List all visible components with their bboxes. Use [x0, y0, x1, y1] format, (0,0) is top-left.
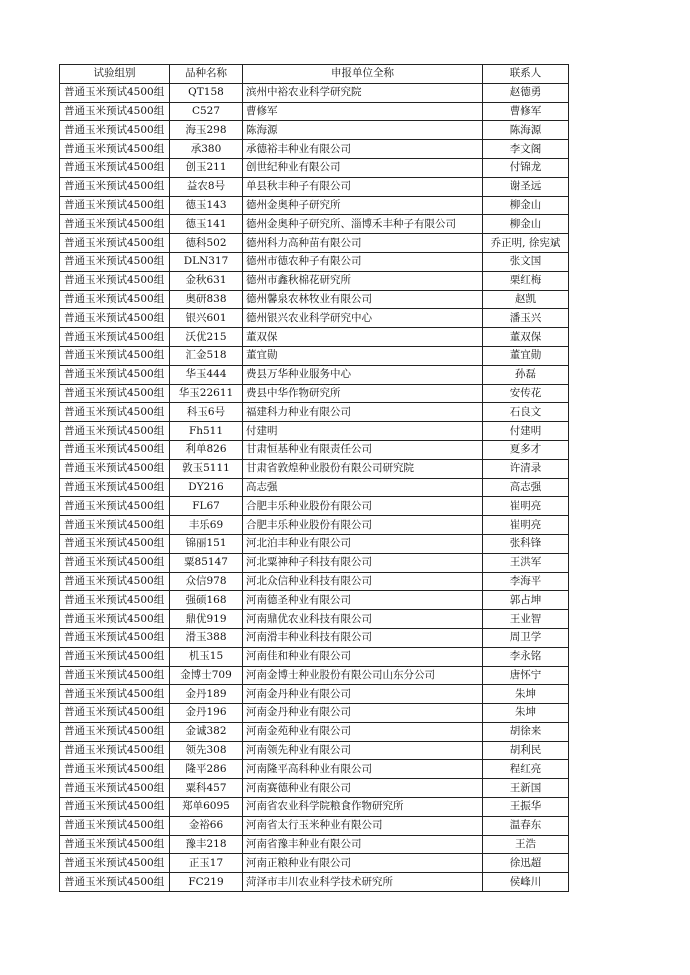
table-row — [60, 722, 569, 741]
cell-applicant-unit: 河南正粮种业有限公司 — [243, 854, 483, 873]
cell-contact-person: 李海平 — [483, 572, 569, 591]
cell-contact-person: 李文阁 — [483, 140, 569, 159]
cell-test-group: 普通玉米预试4500组 — [60, 685, 170, 704]
cell-applicant-unit: 创世纪种业有限公司 — [243, 158, 483, 177]
cell-applicant-unit: 德州馨泉农林牧业有限公司 — [243, 290, 483, 309]
cell-contact-person: 高志强 — [483, 478, 569, 497]
cell-applicant-unit: 德州金奥种子研究所 — [243, 196, 483, 215]
cell-applicant-unit: 德州市鑫秋棉花研究所 — [243, 271, 483, 290]
cell-applicant-unit: 合肥丰乐种业股份有限公司 — [243, 497, 483, 516]
cell-applicant-unit: 河南鼎优农业科技有限公司 — [243, 610, 483, 629]
cell-applicant-unit: 费县中华作物研究所 — [243, 384, 483, 403]
variety-table-sheet — [59, 64, 568, 892]
cell-variety-name: 海玉298 — [170, 121, 243, 140]
cell-contact-person: 王浩 — [483, 835, 569, 854]
cell-variety-name: DY216 — [170, 478, 243, 497]
cell-test-group: 普通玉米预试4500组 — [60, 873, 170, 892]
table-row — [60, 252, 569, 271]
cell-test-group: 普通玉米预试4500组 — [60, 215, 170, 234]
variety-table — [59, 64, 569, 892]
table-row — [60, 478, 569, 497]
cell-contact-person: 夏多才 — [483, 440, 569, 459]
cell-applicant-unit: 费县万华种业服务中心 — [243, 365, 483, 384]
cell-test-group: 普通玉米预试4500组 — [60, 666, 170, 685]
cell-contact-person: 栗红梅 — [483, 271, 569, 290]
cell-variety-name: 金裕66 — [170, 816, 243, 835]
table-body — [60, 83, 569, 891]
cell-contact-person: 王振华 — [483, 798, 569, 817]
cell-contact-person: 王新国 — [483, 779, 569, 798]
cell-variety-name: 汇金518 — [170, 346, 243, 365]
cell-variety-name: FL67 — [170, 497, 243, 516]
cell-contact-person: 柳金山 — [483, 196, 569, 215]
cell-applicant-unit: 德州银兴农业科学研究中心 — [243, 309, 483, 328]
cell-variety-name: 金丹189 — [170, 685, 243, 704]
table-row — [60, 704, 569, 723]
table-row — [60, 384, 569, 403]
cell-contact-person: 赵凯 — [483, 290, 569, 309]
table-row — [60, 666, 569, 685]
cell-variety-name: 华玉444 — [170, 365, 243, 384]
cell-contact-person: 许清录 — [483, 459, 569, 478]
cell-contact-person: 付锦龙 — [483, 158, 569, 177]
cell-contact-person: 温春东 — [483, 816, 569, 835]
cell-applicant-unit: 河南滑丰种业科技有限公司 — [243, 628, 483, 647]
table-row — [60, 140, 569, 159]
table-row — [60, 497, 569, 516]
cell-contact-person: 董双保 — [483, 328, 569, 347]
cell-variety-name: 奥研838 — [170, 290, 243, 309]
cell-applicant-unit: 河南省农业科学院粮食作物研究所 — [243, 798, 483, 817]
cell-variety-name: 滑玉388 — [170, 628, 243, 647]
table-header-row — [60, 65, 569, 84]
cell-variety-name: 机玉15 — [170, 647, 243, 666]
cell-contact-person: 乔正明, 徐宪斌 — [483, 234, 569, 253]
cell-applicant-unit: 陈海源 — [243, 121, 483, 140]
cell-applicant-unit: 单县秋丰种子有限公司 — [243, 177, 483, 196]
cell-test-group: 普通玉米预试4500组 — [60, 83, 170, 102]
cell-applicant-unit: 河南省太行玉米种业有限公司 — [243, 816, 483, 835]
cell-test-group: 普通玉米预试4500组 — [60, 798, 170, 817]
cell-test-group: 普通玉米预试4500组 — [60, 854, 170, 873]
cell-variety-name: 隆平286 — [170, 760, 243, 779]
table-row — [60, 534, 569, 553]
cell-variety-name: 敦玉5111 — [170, 459, 243, 478]
cell-variety-name: 银兴601 — [170, 309, 243, 328]
cell-variety-name: 强硕168 — [170, 591, 243, 610]
cell-applicant-unit: 河南赛德种业有限公司 — [243, 779, 483, 798]
table-row — [60, 102, 569, 121]
cell-variety-name: 粟科457 — [170, 779, 243, 798]
cell-test-group: 普通玉米预试4500组 — [60, 177, 170, 196]
table-row — [60, 271, 569, 290]
cell-contact-person: 胡利民 — [483, 741, 569, 760]
table-row — [60, 215, 569, 234]
table-row — [60, 440, 569, 459]
cell-applicant-unit: 德州金奥种子研究所、淄博禾丰种子有限公司 — [243, 215, 483, 234]
cell-contact-person: 孙磊 — [483, 365, 569, 384]
cell-applicant-unit: 董双保 — [243, 328, 483, 347]
cell-applicant-unit: 河南金丹种业有限公司 — [243, 685, 483, 704]
cell-applicant-unit: 甘肃恒基种业有限责任公司 — [243, 440, 483, 459]
cell-applicant-unit: 德州科力高种苗有限公司 — [243, 234, 483, 253]
cell-applicant-unit: 河南佳和种业有限公司 — [243, 647, 483, 666]
cell-applicant-unit: 河南金博士种业股份有限公司山东分公司 — [243, 666, 483, 685]
table-row — [60, 403, 569, 422]
cell-contact-person: 徐迅超 — [483, 854, 569, 873]
cell-contact-person: 赵德勇 — [483, 83, 569, 102]
cell-test-group: 普通玉米预试4500组 — [60, 835, 170, 854]
cell-applicant-unit: 高志强 — [243, 478, 483, 497]
table-row — [60, 121, 569, 140]
cell-variety-name: 科玉6号 — [170, 403, 243, 422]
cell-applicant-unit: 河北泊丰种业有限公司 — [243, 534, 483, 553]
table-row — [60, 591, 569, 610]
cell-test-group: 普通玉米预试4500组 — [60, 572, 170, 591]
cell-contact-person: 侯峰川 — [483, 873, 569, 892]
cell-test-group: 普通玉米预试4500组 — [60, 497, 170, 516]
cell-variety-name: 德玉143 — [170, 196, 243, 215]
cell-variety-name: FC219 — [170, 873, 243, 892]
cell-applicant-unit: 河北众信种业科技有限公司 — [243, 572, 483, 591]
cell-test-group: 普通玉米预试4500组 — [60, 102, 170, 121]
cell-test-group: 普通玉米预试4500组 — [60, 346, 170, 365]
cell-test-group: 普通玉米预试4500组 — [60, 365, 170, 384]
cell-contact-person: 唐怀宁 — [483, 666, 569, 685]
cell-test-group: 普通玉米预试4500组 — [60, 328, 170, 347]
table-row — [60, 177, 569, 196]
cell-applicant-unit: 河南领先种业有限公司 — [243, 741, 483, 760]
cell-contact-person: 陈海源 — [483, 121, 569, 140]
cell-variety-name: 鼎优919 — [170, 610, 243, 629]
cell-test-group: 普通玉米预试4500组 — [60, 779, 170, 798]
cell-applicant-unit: 河北粟神种子科技有限公司 — [243, 553, 483, 572]
table-row — [60, 83, 569, 102]
cell-variety-name: 德科502 — [170, 234, 243, 253]
table-row — [60, 365, 569, 384]
cell-variety-name: 郑单6095 — [170, 798, 243, 817]
table-row — [60, 873, 569, 892]
cell-contact-person: 潘玉兴 — [483, 309, 569, 328]
cell-test-group: 普通玉米预试4500组 — [60, 309, 170, 328]
cell-test-group: 普通玉米预试4500组 — [60, 741, 170, 760]
table-row — [60, 196, 569, 215]
table-row — [60, 346, 569, 365]
header-test-group: 试验组别 — [60, 65, 170, 84]
table-row — [60, 516, 569, 535]
cell-test-group: 普通玉米预试4500组 — [60, 459, 170, 478]
cell-variety-name: 金诚382 — [170, 722, 243, 741]
cell-variety-name: 金秋631 — [170, 271, 243, 290]
table-row — [60, 553, 569, 572]
cell-variety-name: Fh511 — [170, 422, 243, 441]
cell-test-group: 普通玉米预试4500组 — [60, 760, 170, 779]
table-row — [60, 234, 569, 253]
cell-test-group: 普通玉米预试4500组 — [60, 384, 170, 403]
cell-test-group: 普通玉米预试4500组 — [60, 722, 170, 741]
cell-test-group: 普通玉米预试4500组 — [60, 628, 170, 647]
table-row — [60, 760, 569, 779]
cell-contact-person: 郭占坤 — [483, 591, 569, 610]
table-row — [60, 779, 569, 798]
cell-contact-person: 曹修军 — [483, 102, 569, 121]
cell-test-group: 普通玉米预试4500组 — [60, 271, 170, 290]
cell-contact-person: 付建明 — [483, 422, 569, 441]
cell-applicant-unit: 河南省豫丰种业有限公司 — [243, 835, 483, 854]
cell-test-group: 普通玉米预试4500组 — [60, 553, 170, 572]
table-row — [60, 628, 569, 647]
header-variety-name: 品种名称 — [170, 65, 243, 84]
cell-test-group: 普通玉米预试4500组 — [60, 440, 170, 459]
cell-applicant-unit: 河南德圣种业有限公司 — [243, 591, 483, 610]
cell-variety-name: 沃优215 — [170, 328, 243, 347]
table-row — [60, 741, 569, 760]
table-row — [60, 328, 569, 347]
cell-variety-name: 金丹196 — [170, 704, 243, 723]
cell-applicant-unit: 菏泽市丰川农业科学技术研究所 — [243, 873, 483, 892]
header-applicant-unit: 申报单位全称 — [243, 65, 483, 84]
cell-contact-person: 王洪军 — [483, 553, 569, 572]
table-row — [60, 610, 569, 629]
cell-applicant-unit: 甘肃省敦煌种业股份有限公司研究院 — [243, 459, 483, 478]
cell-test-group: 普通玉米预试4500组 — [60, 647, 170, 666]
table-row — [60, 422, 569, 441]
cell-contact-person: 董宜勋 — [483, 346, 569, 365]
cell-contact-person: 王业智 — [483, 610, 569, 629]
cell-test-group: 普通玉米预试4500组 — [60, 816, 170, 835]
cell-test-group: 普通玉米预试4500组 — [60, 140, 170, 159]
table-row — [60, 459, 569, 478]
cell-test-group: 普通玉米预试4500组 — [60, 422, 170, 441]
cell-test-group: 普通玉米预试4500组 — [60, 196, 170, 215]
cell-contact-person: 谢圣远 — [483, 177, 569, 196]
cell-variety-name: 益农8号 — [170, 177, 243, 196]
table-row — [60, 572, 569, 591]
cell-test-group: 普通玉米预试4500组 — [60, 252, 170, 271]
table-row — [60, 816, 569, 835]
cell-contact-person: 朱坤 — [483, 685, 569, 704]
cell-contact-person: 程红亮 — [483, 760, 569, 779]
cell-applicant-unit: 河南金苑种业有限公司 — [243, 722, 483, 741]
cell-test-group: 普通玉米预试4500组 — [60, 478, 170, 497]
table-row — [60, 854, 569, 873]
cell-applicant-unit: 河南隆平高科种业有限公司 — [243, 760, 483, 779]
cell-test-group: 普通玉米预试4500组 — [60, 534, 170, 553]
cell-applicant-unit: 付建明 — [243, 422, 483, 441]
cell-test-group: 普通玉米预试4500组 — [60, 403, 170, 422]
cell-variety-name: QT158 — [170, 83, 243, 102]
cell-variety-name: 创玉211 — [170, 158, 243, 177]
cell-test-group: 普通玉米预试4500组 — [60, 591, 170, 610]
cell-applicant-unit: 滨州中裕农业科学研究院 — [243, 83, 483, 102]
cell-test-group: 普通玉米预试4500组 — [60, 704, 170, 723]
cell-variety-name: 豫丰218 — [170, 835, 243, 854]
cell-test-group: 普通玉米预试4500组 — [60, 610, 170, 629]
cell-test-group: 普通玉米预试4500组 — [60, 516, 170, 535]
table-row — [60, 647, 569, 666]
cell-test-group: 普通玉米预试4500组 — [60, 121, 170, 140]
cell-contact-person: 朱坤 — [483, 704, 569, 723]
cell-variety-name: DLN317 — [170, 252, 243, 271]
cell-test-group: 普通玉米预试4500组 — [60, 158, 170, 177]
cell-applicant-unit: 曹修军 — [243, 102, 483, 121]
cell-variety-name: 利单826 — [170, 440, 243, 459]
cell-variety-name: 粟85147 — [170, 553, 243, 572]
table-row — [60, 685, 569, 704]
cell-variety-name: 锦丽151 — [170, 534, 243, 553]
cell-variety-name: C527 — [170, 102, 243, 121]
cell-test-group: 普通玉米预试4500组 — [60, 234, 170, 253]
cell-variety-name: 德玉141 — [170, 215, 243, 234]
cell-contact-person: 安传花 — [483, 384, 569, 403]
table-row — [60, 798, 569, 817]
cell-applicant-unit: 合肥丰乐种业股份有限公司 — [243, 516, 483, 535]
cell-variety-name: 华玉22611 — [170, 384, 243, 403]
cell-variety-name: 领先308 — [170, 741, 243, 760]
header-contact-person: 联系人 — [483, 65, 569, 84]
cell-variety-name: 正玉17 — [170, 854, 243, 873]
cell-variety-name: 丰乐69 — [170, 516, 243, 535]
cell-contact-person: 周卫学 — [483, 628, 569, 647]
table-row — [60, 835, 569, 854]
cell-contact-person: 李永铭 — [483, 647, 569, 666]
cell-contact-person: 张文国 — [483, 252, 569, 271]
cell-applicant-unit: 河南金丹种业有限公司 — [243, 704, 483, 723]
table-row — [60, 309, 569, 328]
cell-variety-name: 承380 — [170, 140, 243, 159]
cell-applicant-unit: 福建科力种业有限公司 — [243, 403, 483, 422]
cell-variety-name: 金博士709 — [170, 666, 243, 685]
cell-test-group: 普通玉米预试4500组 — [60, 290, 170, 309]
cell-applicant-unit: 德州市德农种子有限公司 — [243, 252, 483, 271]
table-row — [60, 158, 569, 177]
cell-contact-person: 胡徐来 — [483, 722, 569, 741]
cell-variety-name: 众信978 — [170, 572, 243, 591]
cell-applicant-unit: 董宜勋 — [243, 346, 483, 365]
cell-applicant-unit: 承德裕丰种业有限公司 — [243, 140, 483, 159]
cell-contact-person: 张科锋 — [483, 534, 569, 553]
cell-contact-person: 石良文 — [483, 403, 569, 422]
cell-contact-person: 柳金山 — [483, 215, 569, 234]
table-row — [60, 290, 569, 309]
cell-contact-person: 崔明亮 — [483, 516, 569, 535]
cell-contact-person: 崔明亮 — [483, 497, 569, 516]
